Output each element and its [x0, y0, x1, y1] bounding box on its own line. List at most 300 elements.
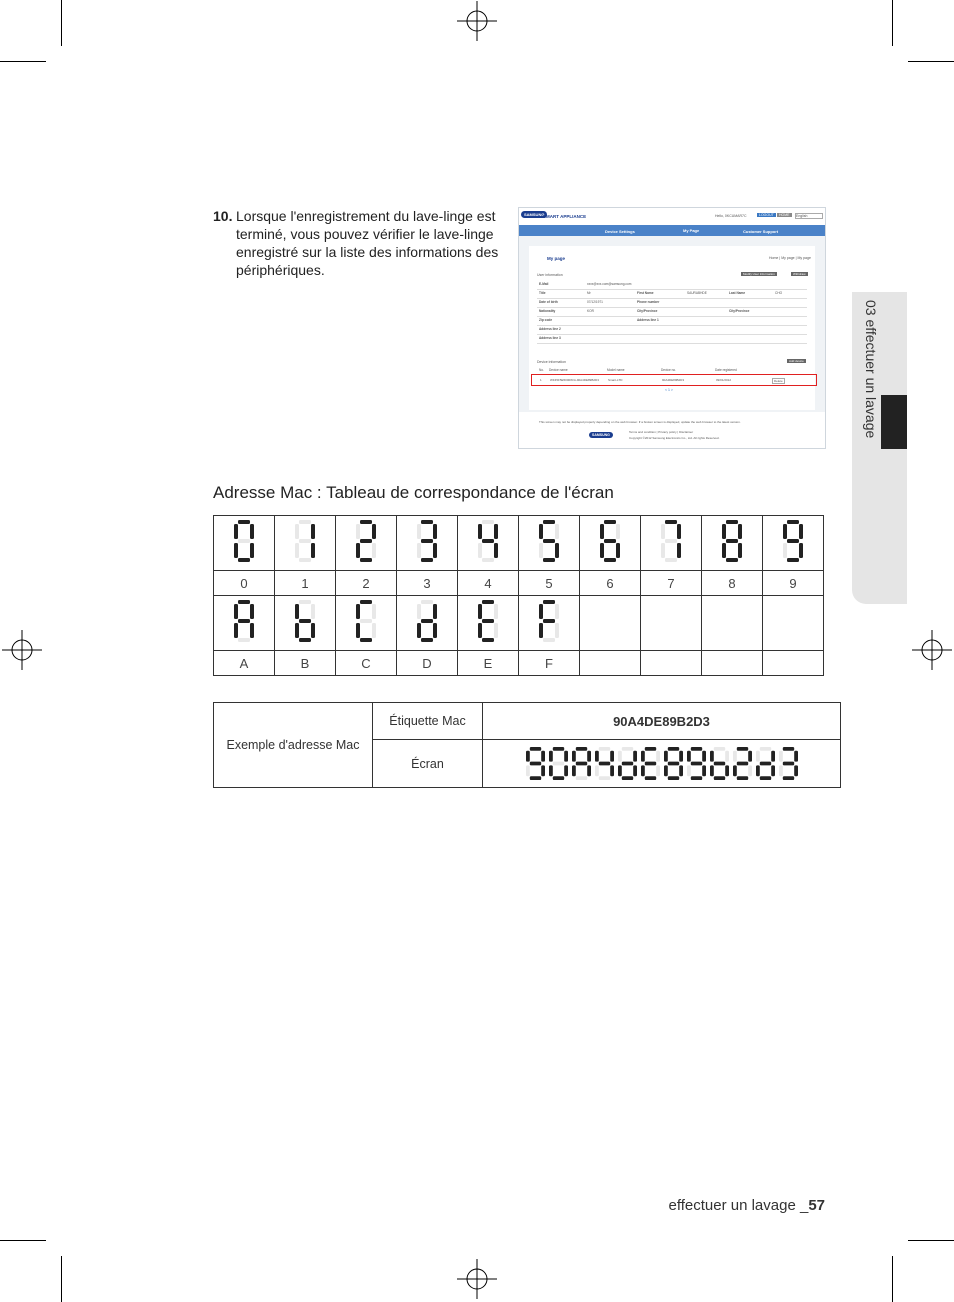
segment-a: [543, 600, 555, 604]
segment-d: [787, 558, 799, 562]
product-name: SMART APPLIANCE: [543, 214, 587, 219]
registration-mark-icon: [912, 630, 952, 670]
step-10: [213, 207, 505, 279]
segment-d: [360, 558, 372, 562]
segment-d: [238, 558, 250, 562]
segment-a: [299, 520, 311, 524]
segment-c: [494, 543, 498, 558]
segment-b: [494, 604, 498, 619]
segment-f: [756, 751, 760, 762]
segment-d: [299, 638, 311, 642]
crop-mark: [0, 1240, 46, 1241]
nav-item-customer-support[interactable]: Customer Support: [743, 229, 779, 234]
segment-g: [787, 539, 799, 543]
segment-e: [478, 543, 482, 558]
segment-e: [722, 543, 726, 558]
segment-b: [587, 751, 591, 762]
segment-a: [787, 520, 799, 524]
segment-c: [799, 543, 803, 558]
segment-e: [641, 765, 645, 776]
seven-segment-glyph-icon: [356, 600, 376, 642]
modify-user-button[interactable]: Modify User Information: [743, 272, 775, 276]
segment-e: [572, 765, 576, 776]
seven-segment-display: [484, 747, 839, 780]
segment-f: [478, 604, 482, 619]
glyph-label: 4: [458, 571, 519, 596]
segment-c: [250, 543, 254, 558]
user-info-cell: Last Name: [729, 291, 746, 295]
glyph-label: 5: [519, 571, 580, 596]
seven-segment-glyph-icon: [600, 520, 620, 562]
user-info-cell: 07/12/1971: [587, 300, 603, 304]
segment-g: [299, 539, 311, 543]
segment-c: [616, 543, 620, 558]
nav-item-device-settings[interactable]: Device Settings: [605, 229, 635, 234]
chapter-tab-label: 03 effectuer un lavage: [863, 300, 879, 439]
segment-b: [311, 524, 315, 539]
device-header-cell: Device name: [549, 368, 568, 372]
device-list-screenshot: [518, 207, 826, 449]
segment-b: [372, 524, 376, 539]
segment-f: [661, 524, 665, 539]
samsung-footer-logo: SAMSUNG: [589, 432, 613, 438]
segment-f: [618, 751, 622, 762]
segment-g: [604, 539, 616, 543]
seven-segment-glyph-icon: [539, 600, 559, 642]
segment-a: [644, 747, 655, 751]
glyph-cell: [336, 596, 397, 651]
segment-e: [417, 543, 421, 558]
segment-d: [543, 638, 555, 642]
glyph-label: 7: [641, 571, 702, 596]
glyph-label: C: [336, 651, 397, 676]
glyph-cell: [702, 516, 763, 571]
segment-c: [633, 765, 637, 776]
segment-e: [234, 623, 238, 638]
segment-b: [616, 524, 620, 539]
segment-c: [555, 543, 559, 558]
glyph-label: 9: [763, 571, 824, 596]
seven-segment-glyph-icon: [722, 520, 742, 562]
segment-f: [710, 751, 714, 762]
glyph-cell: [580, 516, 641, 571]
user-info-cell: SAURABHDE: [687, 291, 707, 295]
glyph-label: [580, 651, 641, 676]
screen-caption: Écran: [373, 740, 483, 788]
segment-b: [771, 751, 775, 762]
segment-c: [372, 623, 376, 638]
glyph-label: A: [214, 651, 275, 676]
segment-b: [738, 524, 742, 539]
segment-a: [690, 747, 701, 751]
segment-c: [748, 765, 752, 776]
segment-a: [360, 520, 372, 524]
glyph-label: 0: [214, 571, 275, 596]
segment-a: [482, 520, 494, 524]
segment-g: [299, 619, 311, 623]
crop-mark: [892, 1256, 893, 1302]
segment-g: [575, 762, 586, 766]
nav-item-my-page[interactable]: My Page: [683, 228, 700, 233]
glyph-cell: [458, 516, 519, 571]
segment-a: [604, 520, 616, 524]
segment-f: [234, 524, 238, 539]
segment-g: [529, 762, 540, 766]
label-value: 90A4DE89B2D3: [483, 703, 841, 740]
segment-g: [421, 619, 433, 623]
segment-a: [598, 747, 609, 751]
segment-b: [494, 524, 498, 539]
withdraw-button[interactable]: Withdraw: [793, 272, 806, 276]
segment-b: [250, 524, 254, 539]
user-info-cell: Zip code: [539, 318, 553, 322]
glyph-cell: [641, 596, 702, 651]
segment-a: [299, 600, 311, 604]
screen-display: [483, 740, 841, 788]
user-info-cell: Date of birth: [539, 300, 558, 304]
seven-segment-glyph-icon: [356, 520, 376, 562]
segment-c: [771, 765, 775, 776]
segment-f: [572, 751, 576, 762]
segment-d: [726, 558, 738, 562]
user-info-cell: Address line 1: [637, 318, 659, 322]
segment-b: [725, 751, 729, 762]
segment-d: [529, 776, 540, 780]
segment-g: [759, 762, 770, 766]
user-info-cell: Address line 2: [539, 327, 561, 331]
segment-e: [234, 543, 238, 558]
pager[interactable]: < 1 >: [665, 388, 673, 392]
segment-f: [295, 524, 299, 539]
seven-segment-glyph-icon: [234, 600, 254, 642]
segment-c: [738, 543, 742, 558]
segment-e: [756, 765, 760, 776]
segment-g: [482, 539, 494, 543]
language-select[interactable]: English: [795, 213, 823, 219]
crop-mark: [892, 0, 893, 46]
crop-mark: [908, 1240, 954, 1241]
user-info-cell: First Name: [637, 291, 654, 295]
segment-b: [311, 604, 315, 619]
segment-c: [311, 543, 315, 558]
segment-d: [482, 638, 494, 642]
user-info-cell: Nationality: [539, 309, 556, 313]
segment-a: [482, 600, 494, 604]
segment-e: [733, 765, 737, 776]
mac-table-title: Adresse Mac : Tableau de correspondance de l'écran: [213, 483, 614, 502]
segment-a: [665, 520, 677, 524]
seven-segment-glyph-icon: [549, 747, 568, 780]
logout-button[interactable]: LOGOUT: [759, 213, 774, 217]
seven-segment-glyph-icon: [417, 600, 437, 642]
segment-g: [238, 619, 250, 623]
segment-g: [713, 762, 724, 766]
segment-d: [782, 776, 793, 780]
segment-f: [417, 524, 421, 539]
segment-c: [679, 765, 683, 776]
segment-g: [644, 762, 655, 766]
seven-segment-glyph-icon: [641, 747, 660, 780]
user-info-cell: Title: [539, 291, 546, 295]
segment-g: [782, 762, 793, 766]
segment-e: [526, 765, 530, 776]
segment-f: [478, 524, 482, 539]
segment-g: [667, 762, 678, 766]
crop-mark: [0, 61, 46, 62]
glyph-cell: [458, 596, 519, 651]
glyph-cell: [275, 516, 336, 571]
device-header-cell: No.: [539, 368, 544, 372]
device-table-row: [531, 374, 817, 386]
segment-f: [549, 751, 553, 762]
segment-d: [665, 558, 677, 562]
browser-notice: This screen may not be displayed properly depending on the web browser. If a broken screen is displayed, update the web browser to the latest version.: [539, 420, 741, 424]
glyph-cell: [763, 596, 824, 651]
segment-c: [311, 623, 315, 638]
device-cell: WF45F5E5000W/A-90A4DE89B2D3: [550, 378, 599, 382]
footer-text: effectuer un lavage _: [668, 1197, 809, 1214]
segment-d: [667, 776, 678, 780]
segment-a: [360, 600, 372, 604]
glyph-label: 1: [275, 571, 336, 596]
segment-d: [621, 776, 632, 780]
user-info-cell: Address line 3: [539, 336, 561, 340]
user-info-cell: E-Mail: [539, 282, 549, 286]
segment-g: [665, 539, 677, 543]
segment-f: [595, 751, 599, 762]
user-info-cell: KOR: [587, 309, 594, 313]
segment-f: [356, 524, 360, 539]
segment-e: [661, 543, 665, 558]
user-info-cell: City/Province: [637, 309, 658, 313]
home-button[interactable]: HOME: [779, 213, 790, 217]
seven-segment-glyph-icon: [756, 747, 775, 780]
segment-e: [710, 765, 714, 776]
segment-d: [575, 776, 586, 780]
registration-mark-icon: [457, 1259, 497, 1299]
segment-b: [555, 524, 559, 539]
glyph-cell: [397, 596, 458, 651]
segment-e: [664, 765, 668, 776]
segment-g: [690, 762, 701, 766]
segment-b: [748, 751, 752, 762]
segment-d: [299, 558, 311, 562]
seven-segment-glyph-icon: [526, 747, 545, 780]
crop-mark: [61, 0, 62, 46]
page-number: 57: [808, 1197, 825, 1214]
segment-c: [541, 765, 545, 776]
glyph-cell: [641, 516, 702, 571]
segment-e: [295, 543, 299, 558]
glyph-cell: [519, 516, 580, 571]
segment-g: [598, 762, 609, 766]
segment-c: [372, 543, 376, 558]
segment-g: [543, 619, 555, 623]
segment-d: [360, 638, 372, 642]
crop-mark: [908, 61, 954, 62]
glyph-label: [702, 651, 763, 676]
segment-e: [549, 765, 553, 776]
glyph-label: 2: [336, 571, 397, 596]
segment-c: [610, 765, 614, 776]
segment-f: [295, 604, 299, 619]
segment-c: [677, 543, 681, 558]
segment-g: [543, 539, 555, 543]
segment-d: [421, 638, 433, 642]
user-info-cell: xxxx@xxx.com@samsung.com: [587, 282, 632, 286]
seven-segment-glyph-icon: [779, 747, 798, 780]
step-number: 10.: [213, 208, 233, 224]
segment-a: [543, 520, 555, 524]
seven-segment-glyph-icon: [539, 520, 559, 562]
seven-segment-glyph-icon: [478, 600, 498, 642]
add-device-button[interactable]: Add device: [789, 359, 804, 363]
segment-a: [238, 600, 250, 604]
segment-a: [238, 520, 250, 524]
user-greeting: Hello, 0KCUMAR7C: [715, 214, 747, 218]
label-caption: Étiquette Mac: [373, 703, 483, 740]
segment-d: [604, 558, 616, 562]
segment-g: [238, 539, 250, 543]
glyph-label: [763, 651, 824, 676]
segment-g: [360, 539, 372, 543]
letter-label-row: [214, 651, 824, 676]
segment-c: [656, 765, 660, 776]
segment-e: [783, 543, 787, 558]
segment-e: [417, 623, 421, 638]
segment-e: [295, 623, 299, 638]
glyph-cell: [397, 516, 458, 571]
segment-d: [238, 638, 250, 642]
glyph-label: [641, 651, 702, 676]
segment-e: [595, 765, 599, 776]
step-text: Lorsque l'enregistrement du lave-linge est terminé, vous pouvez vérifier le lave-linge enregistré sur la liste des informations des périphériques.: [236, 208, 499, 278]
segment-b: [633, 751, 637, 762]
segment-d: [690, 776, 701, 780]
user-info-cell: CHO: [775, 291, 783, 295]
seven-segment-glyph-icon: [783, 520, 803, 562]
segment-f: [783, 524, 787, 539]
letter-glyph-row: [214, 596, 824, 651]
footer-links[interactable]: Terms and condition | Privacy policy | Disclaimer: [629, 430, 694, 434]
segment-a: [421, 600, 433, 604]
mac-example-table: [213, 702, 841, 788]
segment-d: [598, 776, 609, 780]
device-cell: 09/01/2012: [716, 378, 732, 382]
segment-f: [417, 604, 421, 619]
user-section-title: User information: [537, 273, 563, 277]
glyph-label: B: [275, 651, 336, 676]
segment-c: [702, 765, 706, 776]
seven-segment-glyph-icon: [478, 520, 498, 562]
glyph-cell: [275, 596, 336, 651]
segment-d: [543, 558, 555, 562]
segment-f: [779, 751, 783, 762]
seven-segment-glyph-icon: [618, 747, 637, 780]
segment-e: [356, 543, 360, 558]
segment-a: [782, 747, 793, 751]
page-title: My page: [547, 256, 566, 261]
segment-c: [433, 623, 437, 638]
glyph-cell: [763, 516, 824, 571]
segment-a: [726, 520, 738, 524]
segment-f: [539, 524, 543, 539]
user-info-cell: Phone number: [637, 300, 660, 304]
seven-segment-glyph-icon: [710, 747, 729, 780]
device-cell: 90A4DE89B2D3: [662, 378, 685, 382]
seven-segment-glyph-icon: [295, 520, 315, 562]
user-info-cell: Mr: [587, 291, 591, 295]
segment-f: [600, 524, 604, 539]
breadcrumb: Home | My page | My page: [769, 256, 811, 260]
segment-c: [794, 765, 798, 776]
seven-segment-glyph-icon: [295, 600, 315, 642]
device-cell: Smart-LTD: [608, 378, 623, 382]
glyph-cell: [702, 596, 763, 651]
mac-correspondence-table: [213, 515, 824, 676]
segment-b: [610, 751, 614, 762]
segment-g: [736, 762, 747, 766]
segment-b: [250, 604, 254, 619]
example-row-label: Exemple d'adresse Mac: [214, 703, 373, 788]
digit-label-row: [214, 571, 824, 596]
seven-segment-glyph-icon: [664, 747, 683, 780]
device-header-cell: Device no.: [661, 368, 677, 372]
segment-d: [552, 776, 563, 780]
segment-f: [356, 604, 360, 619]
glyph-label: D: [397, 651, 458, 676]
delete-device-button[interactable]: Delete: [774, 379, 783, 383]
segment-b: [372, 604, 376, 619]
seven-segment-glyph-icon: [733, 747, 752, 780]
segment-c: [433, 543, 437, 558]
segment-d: [713, 776, 724, 780]
chapter-tab-marker: [881, 395, 907, 449]
segment-a: [621, 747, 632, 751]
glyph-label: F: [519, 651, 580, 676]
segment-d: [482, 558, 494, 562]
segment-c: [564, 765, 568, 776]
segment-e: [600, 543, 604, 558]
digit-glyph-row: [214, 516, 824, 571]
segment-a: [552, 747, 563, 751]
page-footer: [668, 1197, 825, 1214]
segment-g: [726, 539, 738, 543]
segment-f: [526, 751, 530, 762]
device-header-cell: Date registered: [715, 368, 737, 372]
glyph-cell: [214, 596, 275, 651]
seven-segment-glyph-icon: [595, 747, 614, 780]
samsung-logo: SAMSUNG: [521, 211, 547, 218]
segment-e: [539, 623, 543, 638]
segment-f: [234, 604, 238, 619]
segment-d: [421, 558, 433, 562]
glyph-label: 8: [702, 571, 763, 596]
glyph-cell: [214, 516, 275, 571]
segment-b: [433, 524, 437, 539]
glyph-cell: [580, 596, 641, 651]
glyph-cell: [336, 516, 397, 571]
segment-g: [360, 619, 372, 623]
segment-b: [656, 751, 660, 762]
segment-e: [687, 765, 691, 776]
segment-b: [799, 524, 803, 539]
segment-b: [564, 751, 568, 762]
seven-segment-glyph-icon: [417, 520, 437, 562]
segment-c: [494, 623, 498, 638]
segment-e: [356, 623, 360, 638]
device-section-title: Device information: [537, 360, 566, 364]
